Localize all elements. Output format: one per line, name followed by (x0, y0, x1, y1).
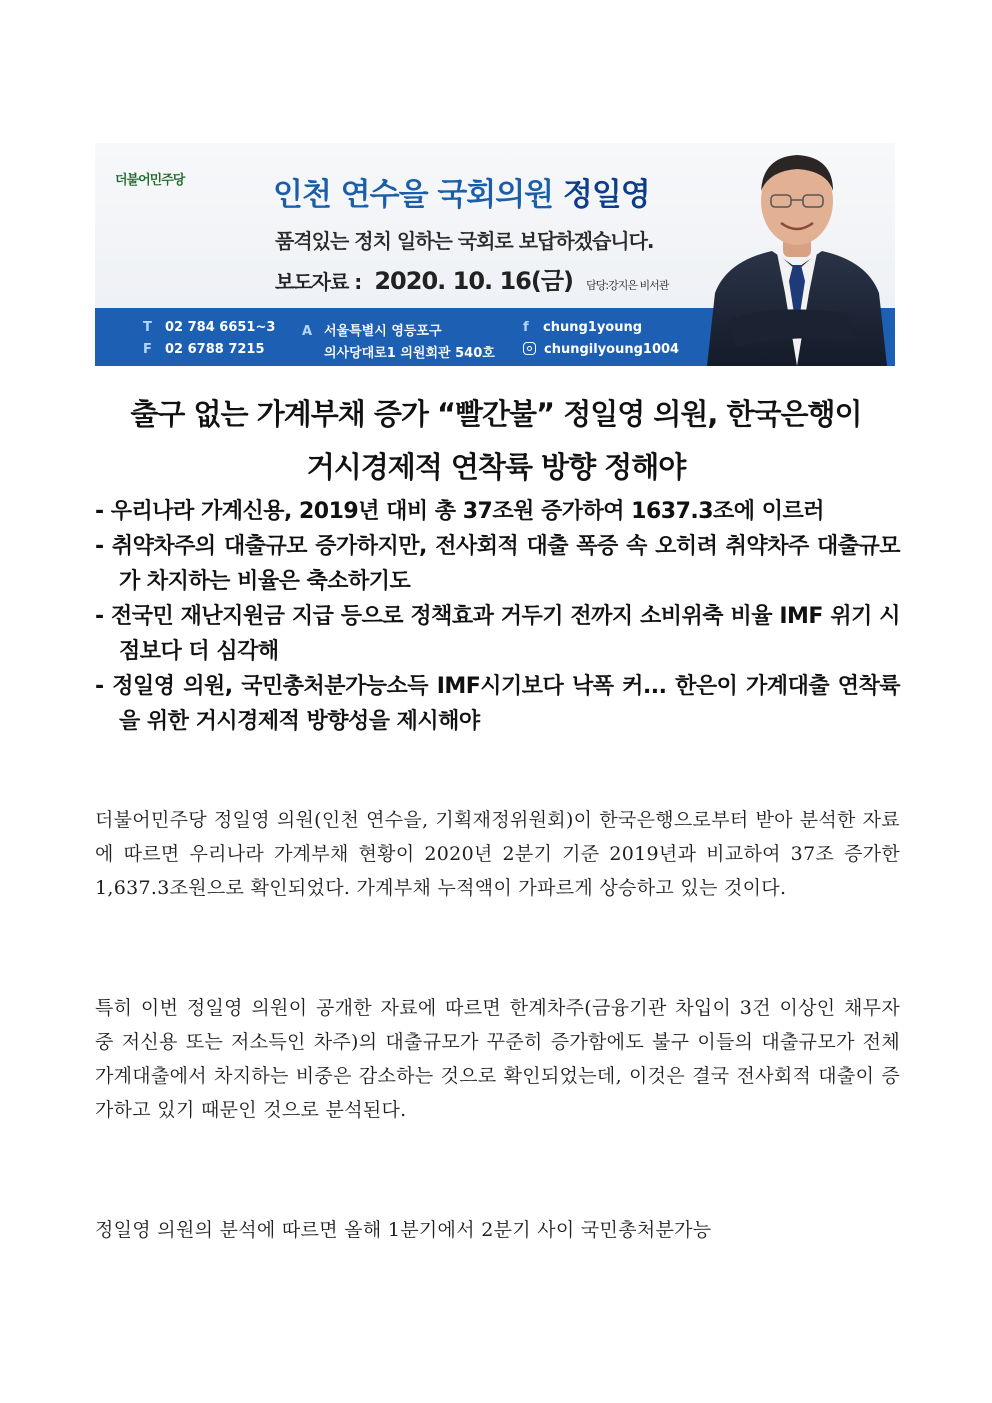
tel-number: 02 784 6651~3 (165, 320, 276, 335)
instagram-icon (523, 342, 536, 355)
instagram-line (523, 342, 679, 357)
body-paragraph: 특히 이번 정일영 의원이 공개한 자료에 따르면 한계차주(금융기관 차입이 3건 이상인 채무자 중 저신용 또는 저소득인 차주)의 대출규모가 꾸준히 증가함에도 불구 이들의 대출규모가 전체 가계대출에서 차지하는 비중은 감소하는 것으로 확인되었는데, 이것은 결국 전사회적 대출이 증가하고 있기 때문인 것으로 분석된다. (95, 997, 900, 1121)
headline-line-1: 출구 없는 가계부채 증가 “빨간불” 정일영 의원, 한국은행이 (130, 397, 862, 431)
party-logo: 더불어민주당 (115, 173, 185, 188)
banner-subtitle: 품격있는 정치 일하는 국회로 보답하겠습니다. (275, 229, 654, 253)
address-line-2: 의사당대로1 의원회관 540호 (324, 346, 495, 361)
bullet-item: - 우리나라 가계신용, 2019년 대비 총 37조원 증가하여 1637.3조에 이르러 (95, 499, 824, 524)
fax-line (143, 342, 265, 357)
press-banner (95, 143, 895, 366)
facebook-handle: chung1young (543, 320, 643, 335)
banner-title-prefix: 인천 연수을 국회의원 (273, 177, 554, 213)
fax-number: 02 6788 7215 (165, 342, 265, 357)
press-release-date: 2020. 10. 16(금) (374, 267, 574, 295)
headline-line-2: 거시경제적 연착륙 방향 정해야 (306, 450, 686, 484)
instagram-handle: chungilyoung1004 (544, 342, 680, 357)
address-key: A (302, 324, 313, 339)
facebook-icon: f (523, 320, 529, 335)
contact-person: 담당:강지은 비서관 (586, 279, 669, 292)
body-paragraph: 정일영 의원의 분석에 따르면 올해 1분기에서 2분기 사이 국민총처분가능 (95, 1219, 712, 1241)
body-paragraph: 더불어민주당 정일영 의원(인천 연수을, 기획재정위원회)이 한국은행으로부터 받아 분석한 자료에 따르면 우리나라 가계부채 현황이 2020년 2분기 기준 2019년과 비교하여 37조 증가한 1,637.3조원으로 확인되었다. 가계부채 누적액이 가파르게 상승하고 있는 것이다. (95, 809, 900, 899)
bullet-item: - 전국민 재난지원금 지급 등으로 정책효과 거두기 전까지 소비위축 비율 IMF 위기 시점보다 더 심각해 (95, 604, 900, 664)
summary-bullets (95, 494, 900, 739)
press-release-label: 보도자료 : (275, 270, 362, 294)
tel-key: T (143, 320, 152, 335)
fax-key: F (143, 342, 152, 357)
politician-portrait (697, 143, 895, 366)
banner-title-name: 정일영 (562, 177, 650, 213)
tel-line (143, 320, 275, 335)
address-line-1: A 서울특별시 영등포구 (302, 324, 442, 339)
banner-title (273, 169, 650, 214)
bullet-item: - 정일영 의원, 국민총처분가능소득 IMF시기보다 낙폭 커... 한은이 가계대출 연착륙을 위한 거시경제적 방향성을 제시해야 (95, 674, 900, 734)
banner-date-row (275, 261, 668, 296)
bullet-item: - 취약차주의 대출규모 증가하지만, 전사회적 대출 폭증 속 오히려 취약차주 대출규모가 차지하는 비율은 축소하기도 (95, 534, 900, 594)
facebook-line (523, 320, 642, 335)
